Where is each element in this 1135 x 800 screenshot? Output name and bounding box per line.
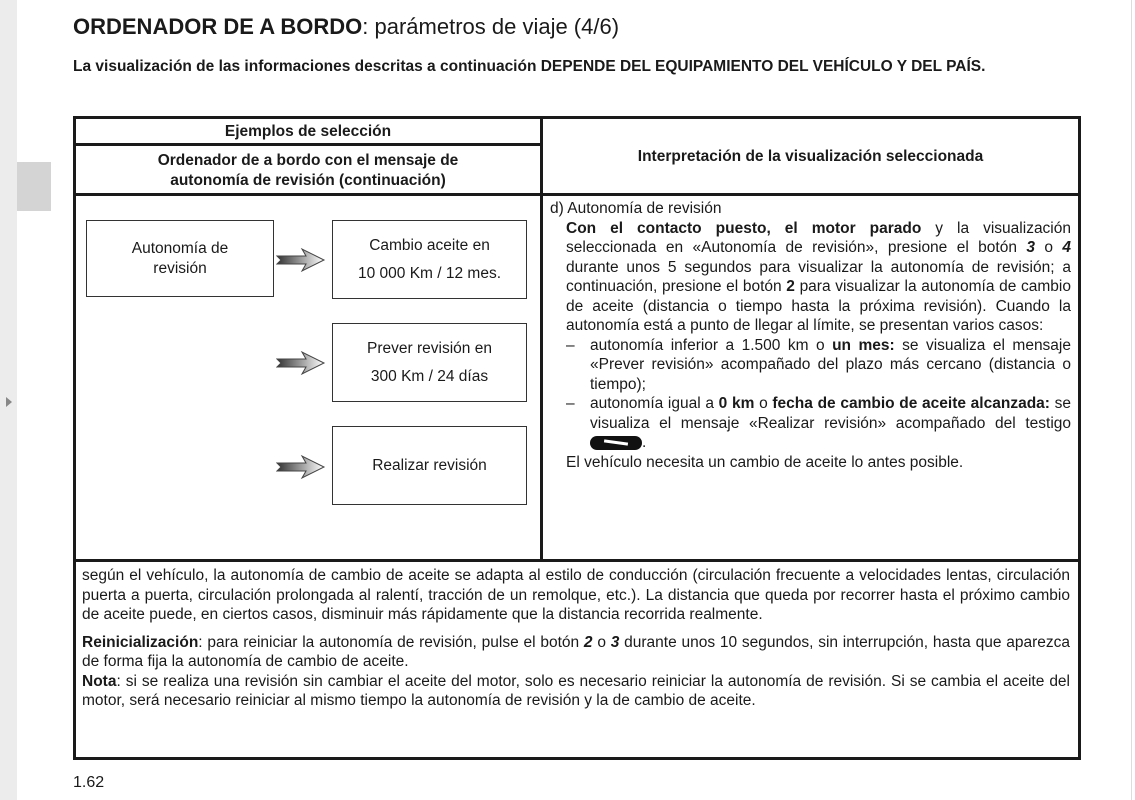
display-source: Autonomía de revisión	[86, 220, 274, 297]
page-number: 1.62	[73, 774, 105, 791]
display-oil-change: Cambio aceite en 10 000 Km / 12 mes.	[332, 220, 527, 299]
list-item: – autonomía inferior a 1.500 km o un mes: se visualiza el mensaje «Prever revisión» acompañado del plazo más cercano (distancia o tiempo);	[566, 336, 1071, 395]
notes-text: según el vehículo, la autonomía de cambio de aceite se adapta al estilo de conducción (circulación frecuente a velocidades lentas, circulación puerta a puerta, circulación prolongada al ralentí, tracción de un remolque, etc.). La distancia que queda por recorrer hasta el próximo cambio de aceite puede, en ciertos casos, disminuir más rápidamente que la distancia recorrida realmente. Reinicialización: para reiniciar la autonomía de revisión, pulse el botón 2 o 3 durante unos 10 segundos, sin interrupción, hasta que aparezca de forma fija la autonomía de cambio de aceite. Nota: si se realiza una revisión sin cambiar el aceite del motor, solo es necesario reiniciar la autonomía de revisión. Si se cambia el aceite del motor, será necesario reiniciar al mismo tiempo la autonomía de revisión y la de cambio de aceite.	[82, 567, 1070, 709]
header-examples: Ejemplos de selección	[224, 123, 392, 140]
display-perform-service: Realizar revisión	[332, 426, 527, 505]
section-heading: d) Autonomía de revisión	[550, 200, 722, 217]
display-plan-service: Prever revisión en 300 Km / 24 días	[332, 323, 527, 402]
arrow-icon	[276, 350, 326, 376]
scrollbar[interactable]	[1131, 0, 1132, 800]
arrow-icon	[276, 247, 326, 273]
header-computer: Ordenador de a bordo con el mensaje de autonomía de revisión (continuación)	[157, 152, 459, 189]
interpretation-text: d) Autonomía de revisión Con el contacto puesto, el motor parado y la visualización seleccionada en «Autonomía de revisión», presione el botón 3 o 4 durante unos 5 segundos para visualizar la autonomía de revisión; a continuación, presione el botón 2 para visualizar la autonomía de cambio de aceite (distancia o tiempo hasta la próxima revisión). Cuando la autonomía está a punto de llegar al límite, se presentan varios casos: – autonomía inferior a 1.500 km o un mes: se visualiza el mensaje «Prever revisión» acompañado del plazo más cercano (distancia o tiempo); – autonomía igual a 0 km o fecha de cambio de aceite alcanzada: se visualiza el mensaje «Realizar revisión» acompañado del testigo . El vehículo necesita un cambio de aceite lo antes posible.	[566, 199, 1071, 472]
expand-arrow-icon[interactable]	[6, 397, 12, 407]
page-title: ORDENADOR DE A BORDO: parámetros de viaje (4/6)	[73, 14, 620, 39]
list-item: – autonomía igual a 0 km o fecha de cambio de aceite alcanzada: se visualiza el mensaje «Realizar revisión» acompañado del testigo .	[566, 394, 1071, 453]
chapter-tab	[17, 162, 51, 211]
page-subtitle: La visualización de las informaciones descritas a continuación DEPENDE DEL EQUIPAMIENTO DEL VEHÍCULO Y DEL PAÍS.	[73, 58, 986, 75]
wrench-warning-icon	[590, 436, 642, 450]
header-interpretation: Interpretación de la visualización seleccionada	[637, 148, 984, 165]
arrow-icon	[276, 454, 326, 480]
